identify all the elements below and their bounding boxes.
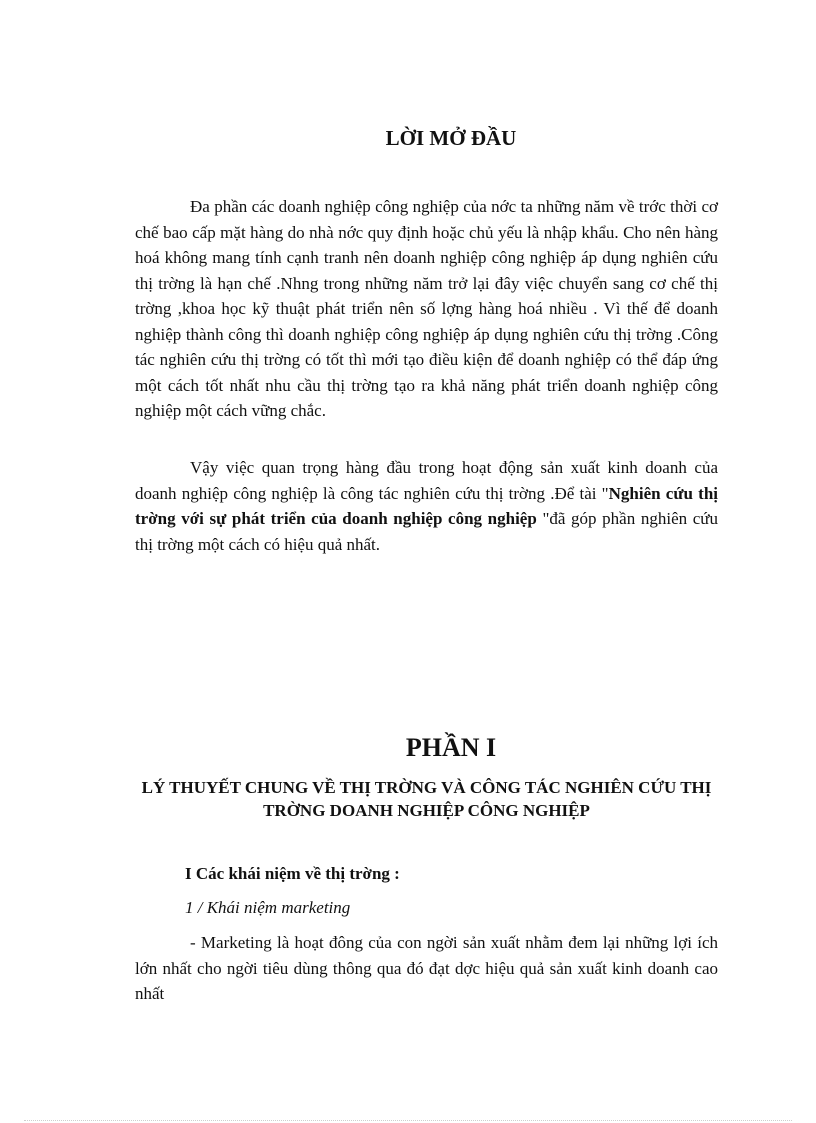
- part-title: PHẦN I: [405, 733, 497, 762]
- page-bottom-divider: [24, 1120, 792, 1121]
- section-heading: I Các khái niệm về thị trờng :: [185, 864, 400, 883]
- intro-paragraph-2-end: "đã góp phần nghiên cứu thị trờng một cách có hiệu quả nhất.: [135, 509, 719, 554]
- intro-paragraph-2: [135, 455, 718, 557]
- thesis-topic-title: Nghiên cứu thị trờng với sự phát triển của doanh nghiệp công nghiệp: [135, 483, 719, 528]
- subsection-paragraph: - Marketing là hoạt đông của con ngời sản xuất nhằm đem lại những lợi ích lớn nhất cho ngời tiêu dùng thông qua đó đạt dợc hiệu quả sản xuất kinh doanh cao nhất: [135, 933, 718, 1003]
- intro-paragraph-2-start: Vậy việc quan trọng hàng đầu trong hoạt động sản xuất kinh doanh của doanh nghiệp công nghiệp là công tác nghiên cứu thị trờng .Để tài ": [135, 458, 718, 503]
- intro-title: LỜI MỞ ĐẦU: [385, 126, 517, 150]
- part-subtitle: LÝ THUYẾT CHUNG VỀ THỊ TRỜNG VÀ CÔNG TÁC NGHIÊN CỨU THỊ TRỜNG DOANH NGHIỆP CÔNG NGHIỆP: [141, 778, 712, 820]
- subsection-heading: 1 / Khái niệm marketing: [185, 898, 351, 917]
- intro-paragraph-1: Đa phần các doanh nghiệp công nghiệp của nớc ta những năm về trớc thời cơ chế bao cấp mặt hàng do nhà nớc quy định hoặc chủ yếu là nhập khẩu. Cho nên hàng hoá không mang tính cạnh tranh nên doanh nghiệp công nghiệp áp dụng nghiên cứu thị trờng là hạn chế .Nhng trong những năm trở lại đây việc chuyển sang cơ chế thị trờng ,khoa học kỹ thuật phát triển nên số lợng hàng hoá nhiều . Vì thế để doanh nghiệp thành công thì doanh nghiệp công nghiệp áp dụng nghiên cứu thị trờng .Công tác nghiên cứu thị trờng có tốt thì mới tạo điều kiện để doanh nghiệp có thể đáp ứng một cách tốt nhất nhu cầu thị trờng tạo ra khả năng phát triển doanh nghiệp công nghiệp một cách vững chắc.: [135, 197, 718, 420]
